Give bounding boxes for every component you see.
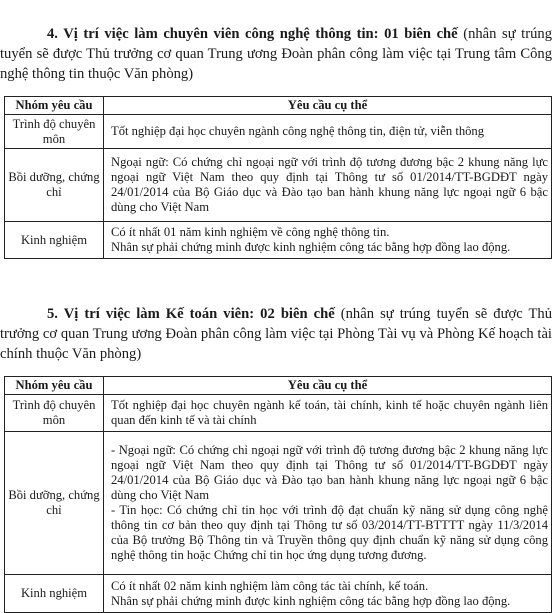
row-details [104, 149, 552, 222]
row-detail-text: Tốt nghiệp đại học chuyên ngành công nghệ thông tin, điện tử, viễn thông [111, 124, 485, 138]
table-header-details: Yêu cầu cụ thể [104, 377, 552, 395]
row-detail-text: Ngoại ngữ: Có chứng chỉ ngoại ngữ với trình độ tương đương bậc 2 khung năng lực ngoại ngữ Việt Nam theo quy định tại Thông tư số 01/2014/TT-BGDĐT ngày 24/01/2014 của Bộ Giáo dục và Đào tạo ban hành khung năng lực ngoại ngữ 6 bậc dùng cho Việt Nam [111, 155, 548, 214]
row-group-label: Bồi dưỡng, chứng chỉ [5, 432, 104, 575]
row-detail-text: Nhân sự phải chứng minh được kinh nghiệm công tác bằng hợp đồng lao động. [111, 240, 511, 254]
row-detail-text: Nhân sự phải chứng minh được kinh nghiệm công tác bằng hợp đồng lao động. [111, 593, 511, 608]
table-row [5, 222, 552, 259]
section-4-body: (nhân sự trúng tuyển sẽ được Thủ trưởng cơ quan Trung ương Đoàn phân công làm việc tại Trung tâm Công nghệ thông tin thuộc Văn phòng) [0, 25, 552, 82]
table-row [5, 575, 552, 613]
section-4-paragraph [0, 24, 552, 84]
row-details [104, 432, 552, 575]
row-details [104, 395, 552, 432]
table-header-details: Yêu cầu cụ thể [104, 97, 552, 115]
section-5-heading: 5. Vị trí việc làm Kế toán viên: 02 biên chế [47, 305, 335, 322]
row-details [104, 115, 552, 149]
row-group-label: Trình độ chuyên môn [5, 115, 104, 149]
row-group-label: Bồi dưỡng, chứng chỉ [5, 149, 104, 222]
row-group-label: Trình độ chuyên môn [5, 395, 104, 432]
section-5-paragraph [0, 304, 552, 364]
row-details [104, 575, 552, 613]
table-row [5, 149, 552, 222]
table-row [5, 115, 552, 149]
section-5-body: (nhân sự trúng tuyển sẽ được Thủ trưởng cơ quan Trung ương Đoàn phân công làm việc tại Phòng Tài vụ và Phòng Kế hoạch tài chính thuộc Văn phòng) [0, 305, 552, 362]
row-group-label: Kinh nghiệm [5, 222, 104, 259]
row-detail-text: - Ngoại ngữ: Có chứng chỉ ngoại ngữ với trình độ tương đương bậc 2 khung năng lực ngoại ngữ Việt Nam theo quy định tại Thông tư số 01/2014/TT-BGDĐT ngày 24/01/2014 của Bộ Giáo dục và Đào tạo ban hành khung năng lực ngoại ngữ 6 bậc dùng cho Việt Nam [111, 443, 548, 502]
row-detail-text: Có ít nhất 02 năm kinh nghiệm làm công tác tài chính, kế toán. [111, 578, 429, 593]
row-group-label: Kinh nghiệm [5, 575, 104, 613]
row-detail-text: Tốt nghiệp đại học chuyên ngành kế toán, tài chính, kinh tế hoặc chuyên ngành liên quan đến kinh tế và tài chính [111, 398, 548, 427]
row-detail-text: Có ít nhất 01 năm kinh nghiệm về công nghệ thông tin. [111, 225, 390, 239]
table-row [5, 432, 552, 575]
table-row [5, 395, 552, 432]
section-5-requirements-table [4, 376, 552, 613]
table-header-group: Nhóm yêu cầu [5, 377, 104, 395]
table-header-group: Nhóm yêu cầu [5, 97, 104, 115]
section-4-requirements-table [4, 96, 552, 259]
section-4-heading: 4. Vị trí việc làm chuyên viên công nghệ thông tin: 01 biên chế [47, 25, 458, 42]
row-detail-text: - Tin học: Có chứng chỉ tin học với trình độ đạt chuẩn kỹ năng sử dụng công nghệ thông tin cơ bản theo quy định tại Thông tư số 03/2014/TT-BTTTT ngày 11/3/2014 của Bộ trưởng Bộ Thông tin và Truyền thông quy định chuẩn kỹ năng sử dụng công nghệ thông tin hoặc Chứng chỉ tin học ứng dụng tương đương. [111, 503, 548, 562]
row-details [104, 222, 552, 259]
